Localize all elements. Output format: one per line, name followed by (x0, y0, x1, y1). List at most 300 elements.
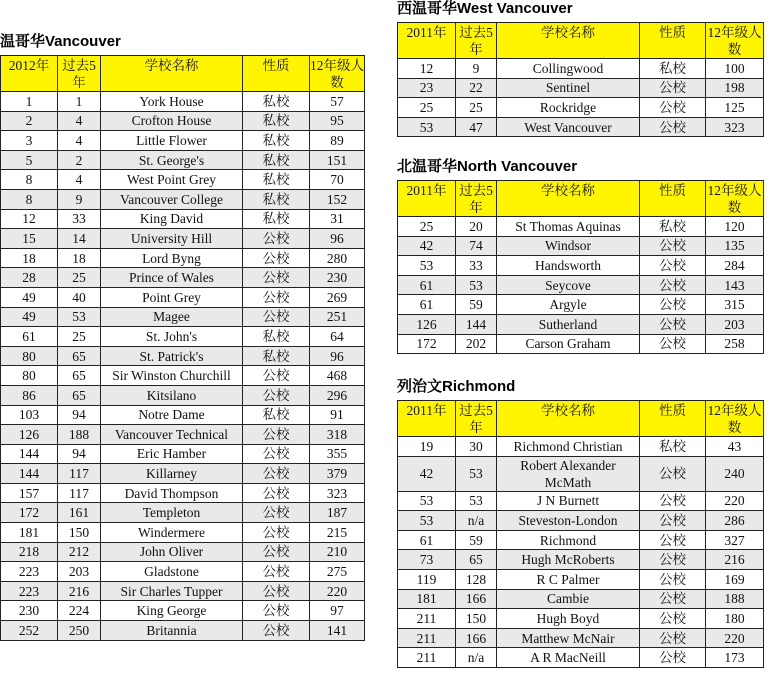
school-type-cell: 私校 (243, 209, 310, 229)
table-row (1, 581, 365, 601)
school-type-cell: 私校 (640, 437, 706, 457)
north-vancouver-title: 北温哥华North Vancouver (397, 158, 578, 175)
grade-12-count-cell: 152 (310, 189, 365, 209)
table-row (398, 569, 764, 589)
past-5-years-cell: 4 (58, 170, 101, 190)
table-row (398, 550, 764, 570)
school-type-cell: 私校 (243, 150, 310, 170)
rank-cell: 19 (398, 437, 456, 457)
past-5-years-cell: 4 (58, 111, 101, 131)
school-name-cell: Cambie (497, 589, 640, 609)
table-row (1, 503, 365, 523)
school-type-cell: 公校 (640, 334, 706, 354)
past-5-years-cell: 166 (456, 589, 497, 609)
grade-12-count-cell: 203 (706, 314, 764, 334)
table-row (1, 562, 365, 582)
grade-12-count-cell: 43 (706, 437, 764, 457)
school-name-cell: Richmond Christian (497, 437, 640, 457)
grade-12-count-cell: 100 (706, 59, 764, 79)
rank-cell: 49 (1, 307, 58, 327)
school-name-cell: Carson Graham (497, 334, 640, 354)
past-5-years-cell: 65 (58, 385, 101, 405)
rank-cell: 223 (1, 562, 58, 582)
rank-cell: 73 (398, 550, 456, 570)
grade-12-count-cell: 468 (310, 366, 365, 386)
past-5-years-cell: 65 (58, 346, 101, 366)
past-5-years-cell: 9 (456, 59, 497, 79)
table-row (1, 405, 365, 425)
past-5-years-cell: 4 (58, 131, 101, 151)
past-5-years-header: 过去5年 (456, 181, 497, 217)
school-name-cell: St Thomas Aquinas (497, 217, 640, 237)
rank-cell: 42 (398, 456, 456, 491)
school-type-cell: 公校 (640, 530, 706, 550)
rank-header: 2012年 (1, 56, 58, 92)
school-name-cell: Killarney (101, 464, 243, 484)
rank-cell: 230 (1, 601, 58, 621)
past-5-years-cell: 150 (58, 523, 101, 543)
table-row (398, 314, 764, 334)
school-type-cell: 公校 (243, 287, 310, 307)
table-row (398, 589, 764, 609)
rank-cell: 252 (1, 621, 58, 641)
table-row (398, 275, 764, 295)
past-5-years-cell: 59 (456, 295, 497, 315)
school-name-cell: Windermere (101, 523, 243, 543)
school-name-cell: A R MacNeill (497, 648, 640, 668)
school-name-cell: King George (101, 601, 243, 621)
grade-12-count-cell: 286 (706, 511, 764, 531)
rank-cell: 126 (1, 425, 58, 445)
grade-12-count-cell: 296 (310, 385, 365, 405)
rank-cell: 172 (1, 503, 58, 523)
table-row (1, 366, 365, 386)
rank-header: 2011年 (398, 401, 456, 437)
school-name-cell: Kitsilano (101, 385, 243, 405)
past-5-years-cell: n/a (456, 648, 497, 668)
school-type-cell: 公校 (640, 609, 706, 629)
rank-cell: 61 (398, 295, 456, 315)
school-type-cell: 私校 (243, 405, 310, 425)
rank-cell: 211 (398, 628, 456, 648)
rank-cell: 157 (1, 483, 58, 503)
past-5-years-cell: 2 (58, 150, 101, 170)
past-5-years-cell: 59 (456, 530, 497, 550)
past-5-years-cell: 161 (58, 503, 101, 523)
school-name-cell: Templeton (101, 503, 243, 523)
past-5-years-cell: 33 (456, 256, 497, 276)
past-5-years-cell: 212 (58, 542, 101, 562)
vancouver-section (0, 33, 365, 641)
table-row (1, 601, 365, 621)
past-5-years-cell: 202 (456, 334, 497, 354)
school-type-cell: 公校 (243, 425, 310, 445)
grade-12-count-cell: 31 (310, 209, 365, 229)
rank-cell: 61 (398, 275, 456, 295)
school-type-cell: 公校 (243, 366, 310, 386)
past-5-years-cell: n/a (456, 511, 497, 531)
table-row (1, 523, 365, 543)
school-type-cell: 公校 (640, 456, 706, 491)
west-vancouver-title: 西温哥华West Vancouver (397, 0, 573, 17)
rank-header: 2011年 (398, 181, 456, 217)
vancouver-table (0, 55, 365, 641)
school-type-cell: 公校 (243, 542, 310, 562)
school-name-cell: West Point Grey (101, 170, 243, 190)
grade-12-count-cell: 220 (706, 491, 764, 511)
school-name-cell: Sir Winston Churchill (101, 366, 243, 386)
table-row (1, 542, 365, 562)
school-name-cell: Vancouver College (101, 189, 243, 209)
school-type-cell: 私校 (243, 92, 310, 112)
rank-cell: 1 (1, 92, 58, 112)
past-5-years-cell: 33 (58, 209, 101, 229)
grade-12-count-cell: 275 (310, 562, 365, 582)
school-type-cell: 公校 (243, 444, 310, 464)
school-type-cell: 公校 (640, 295, 706, 315)
school-type-cell: 公校 (640, 648, 706, 668)
school-type-cell: 公校 (640, 256, 706, 276)
header-row (398, 181, 764, 217)
school-name-header: 学校名称 (497, 181, 640, 217)
school-name-cell: York House (101, 92, 243, 112)
school-type-cell: 私校 (640, 59, 706, 79)
grade-12-count-cell: 327 (706, 530, 764, 550)
school-name-cell: Matthew McNair (497, 628, 640, 648)
vancouver-title: 温哥华Vancouver (0, 33, 121, 50)
header-row (398, 23, 764, 59)
school-type-cell: 公校 (243, 464, 310, 484)
table-row (1, 385, 365, 405)
grade-12-count-header: 12年级人数 (706, 23, 764, 59)
school-type-cell: 私校 (243, 346, 310, 366)
table-row (398, 295, 764, 315)
richmond-title: 列治文Richmond (397, 378, 516, 395)
grade-12-count-cell: 97 (310, 601, 365, 621)
grade-12-count-cell: 187 (310, 503, 365, 523)
past-5-years-cell: 203 (58, 562, 101, 582)
school-name-cell: Vancouver Technical (101, 425, 243, 445)
table-row (398, 334, 764, 354)
rank-cell: 80 (1, 366, 58, 386)
past-5-years-cell: 25 (456, 98, 497, 118)
grade-12-count-cell: 143 (706, 275, 764, 295)
west-vancouver-section (397, 0, 764, 137)
school-type-cell: 公校 (243, 307, 310, 327)
table-row (1, 268, 365, 288)
table-row (1, 92, 365, 112)
school-name-cell: Little Flower (101, 131, 243, 151)
grade-12-count-cell: 95 (310, 111, 365, 131)
school-name-cell: Point Grey (101, 287, 243, 307)
school-name-cell: Prince of Wales (101, 268, 243, 288)
past-5-years-cell: 117 (58, 464, 101, 484)
past-5-years-cell: 65 (456, 550, 497, 570)
header-row (1, 56, 365, 92)
table-row (1, 346, 365, 366)
school-type-header: 性质 (640, 23, 706, 59)
table-row (398, 628, 764, 648)
past-5-years-cell: 30 (456, 437, 497, 457)
school-name-cell: Handsworth (497, 256, 640, 276)
past-5-years-cell: 20 (456, 217, 497, 237)
table-row (1, 327, 365, 347)
richmond-section (397, 378, 764, 668)
grade-12-count-cell: 120 (706, 217, 764, 237)
table-row (1, 229, 365, 249)
school-name-header: 学校名称 (497, 23, 640, 59)
rank-cell: 53 (398, 256, 456, 276)
school-type-cell: 公校 (243, 581, 310, 601)
table-row (398, 530, 764, 550)
school-name-cell: Richmond (497, 530, 640, 550)
rank-cell: 61 (398, 530, 456, 550)
school-name-cell: Windsor (497, 236, 640, 256)
school-name-cell: Crofton House (101, 111, 243, 131)
rank-cell: 49 (1, 287, 58, 307)
rank-cell: 15 (1, 229, 58, 249)
past-5-years-cell: 250 (58, 621, 101, 641)
grade-12-count-cell: 173 (706, 648, 764, 668)
grade-12-count-cell: 355 (310, 444, 365, 464)
grade-12-count-cell: 269 (310, 287, 365, 307)
past-5-years-cell: 117 (58, 483, 101, 503)
school-type-cell: 公校 (640, 78, 706, 98)
school-type-cell: 公校 (640, 628, 706, 648)
header-row (398, 401, 764, 437)
school-type-cell: 公校 (640, 511, 706, 531)
table-row (398, 236, 764, 256)
past-5-years-cell: 65 (58, 366, 101, 386)
school-name-cell: Sentinel (497, 78, 640, 98)
past-5-years-cell: 1 (58, 92, 101, 112)
north-vancouver-table (397, 180, 764, 354)
grade-12-count-cell: 96 (310, 229, 365, 249)
rank-cell: 42 (398, 236, 456, 256)
grade-12-count-cell: 215 (310, 523, 365, 543)
school-name-cell: Eric Hamber (101, 444, 243, 464)
past-5-years-cell: 224 (58, 601, 101, 621)
rank-cell: 211 (398, 648, 456, 668)
past-5-years-cell: 150 (456, 609, 497, 629)
richmond-table (397, 400, 764, 668)
school-type-header: 性质 (243, 56, 310, 92)
rank-cell: 86 (1, 385, 58, 405)
past-5-years-cell: 9 (58, 189, 101, 209)
grade-12-count-cell: 220 (706, 628, 764, 648)
school-name-cell: Sutherland (497, 314, 640, 334)
grade-12-count-cell: 57 (310, 92, 365, 112)
past-5-years-header: 过去5年 (456, 23, 497, 59)
grade-12-count-cell: 379 (310, 464, 365, 484)
grade-12-count-cell: 169 (706, 569, 764, 589)
rank-cell: 23 (398, 78, 456, 98)
school-type-header: 性质 (640, 181, 706, 217)
past-5-years-cell: 53 (456, 275, 497, 295)
rank-cell: 12 (1, 209, 58, 229)
school-type-cell: 公校 (640, 236, 706, 256)
past-5-years-header: 过去5年 (456, 401, 497, 437)
table-row (1, 307, 365, 327)
school-type-cell: 公校 (640, 98, 706, 118)
school-name-cell: R C Palmer (497, 569, 640, 589)
rank-cell: 3 (1, 131, 58, 151)
past-5-years-cell: 128 (456, 569, 497, 589)
table-row (1, 189, 365, 209)
school-name-cell: Gladstone (101, 562, 243, 582)
school-type-cell: 公校 (640, 314, 706, 334)
rank-cell: 181 (398, 589, 456, 609)
table-row (398, 256, 764, 276)
grade-12-count-cell: 210 (310, 542, 365, 562)
rank-cell: 181 (1, 523, 58, 543)
rank-cell: 144 (1, 444, 58, 464)
grade-12-count-cell: 323 (706, 117, 764, 137)
school-type-cell: 私校 (243, 131, 310, 151)
school-type-cell: 私校 (640, 217, 706, 237)
school-name-cell: Argyle (497, 295, 640, 315)
past-5-years-cell: 47 (456, 117, 497, 137)
grade-12-count-cell: 188 (706, 589, 764, 609)
table-row (398, 609, 764, 629)
rank-header: 2011年 (398, 23, 456, 59)
school-type-cell: 公校 (243, 385, 310, 405)
grade-12-count-cell: 318 (310, 425, 365, 445)
school-name-cell: Lord Byng (101, 248, 243, 268)
school-name-cell: King David (101, 209, 243, 229)
school-type-cell: 公校 (243, 268, 310, 288)
grade-12-count-cell: 151 (310, 150, 365, 170)
school-name-cell: University Hill (101, 229, 243, 249)
past-5-years-cell: 94 (58, 444, 101, 464)
past-5-years-cell: 94 (58, 405, 101, 425)
table-row (1, 287, 365, 307)
school-name-header: 学校名称 (101, 56, 243, 92)
table-row (398, 491, 764, 511)
west-vancouver-table (397, 22, 764, 137)
past-5-years-cell: 74 (456, 236, 497, 256)
table-row (1, 621, 365, 641)
school-name-cell: Rockridge (497, 98, 640, 118)
rank-cell: 223 (1, 581, 58, 601)
rank-cell: 218 (1, 542, 58, 562)
school-type-cell: 公校 (243, 562, 310, 582)
table-row (398, 648, 764, 668)
rank-cell: 172 (398, 334, 456, 354)
school-name-cell: St. George's (101, 150, 243, 170)
rank-cell: 119 (398, 569, 456, 589)
school-name-cell: Magee (101, 307, 243, 327)
school-type-cell: 公校 (640, 569, 706, 589)
table-row (1, 150, 365, 170)
table-row (1, 131, 365, 151)
rank-cell: 80 (1, 346, 58, 366)
grade-12-count-cell: 64 (310, 327, 365, 347)
school-type-cell: 私校 (243, 327, 310, 347)
table-row (398, 456, 764, 491)
school-type-header: 性质 (640, 401, 706, 437)
past-5-years-cell: 40 (58, 287, 101, 307)
school-type-cell: 公校 (243, 248, 310, 268)
rank-cell: 8 (1, 170, 58, 190)
grade-12-count-cell: 135 (706, 236, 764, 256)
grade-12-count-cell: 240 (706, 456, 764, 491)
grade-12-count-cell: 89 (310, 131, 365, 151)
school-type-cell: 公校 (243, 503, 310, 523)
school-name-cell: Hugh Boyd (497, 609, 640, 629)
school-type-cell: 公校 (243, 483, 310, 503)
past-5-years-cell: 166 (456, 628, 497, 648)
past-5-years-cell: 188 (58, 425, 101, 445)
grade-12-count-cell: 141 (310, 621, 365, 641)
school-name-cell: Sir Charles Tupper (101, 581, 243, 601)
grade-12-count-cell: 323 (310, 483, 365, 503)
past-5-years-cell: 53 (58, 307, 101, 327)
grade-12-count-cell: 284 (706, 256, 764, 276)
grade-12-count-cell: 180 (706, 609, 764, 629)
school-name-cell: Britannia (101, 621, 243, 641)
table-row (1, 425, 365, 445)
past-5-years-cell: 53 (456, 456, 497, 491)
past-5-years-cell: 25 (58, 327, 101, 347)
school-name-header: 学校名称 (497, 401, 640, 437)
school-type-cell: 公校 (640, 275, 706, 295)
school-type-cell: 私校 (243, 170, 310, 190)
rank-cell: 12 (398, 59, 456, 79)
rank-cell: 103 (1, 405, 58, 425)
past-5-years-cell: 144 (456, 314, 497, 334)
past-5-years-cell: 22 (456, 78, 497, 98)
table-row (1, 170, 365, 190)
grade-12-count-cell: 315 (706, 295, 764, 315)
table-row (398, 217, 764, 237)
table-row (398, 98, 764, 118)
school-name-cell: Hugh McRoberts (497, 550, 640, 570)
school-type-cell: 公校 (640, 117, 706, 137)
rank-cell: 53 (398, 117, 456, 137)
rank-cell: 2 (1, 111, 58, 131)
grade-12-count-cell: 280 (310, 248, 365, 268)
grade-12-count-cell: 91 (310, 405, 365, 425)
school-type-cell: 公校 (640, 550, 706, 570)
school-type-cell: 公校 (243, 229, 310, 249)
grade-12-count-cell: 230 (310, 268, 365, 288)
school-type-cell: 私校 (243, 111, 310, 131)
rank-cell: 25 (398, 217, 456, 237)
past-5-years-cell: 216 (58, 581, 101, 601)
grade-12-count-header: 12年级人数 (706, 401, 764, 437)
grade-12-count-cell: 216 (706, 550, 764, 570)
past-5-years-cell: 18 (58, 248, 101, 268)
grade-12-count-cell: 251 (310, 307, 365, 327)
school-type-cell: 私校 (243, 189, 310, 209)
school-type-cell: 公校 (243, 621, 310, 641)
rank-cell: 126 (398, 314, 456, 334)
rank-cell: 211 (398, 609, 456, 629)
grade-12-count-cell: 220 (310, 581, 365, 601)
table-row (398, 59, 764, 79)
school-name-cell: Robert Alexander McMath (497, 456, 640, 491)
school-type-cell: 公校 (640, 491, 706, 511)
school-name-cell: Collingwood (497, 59, 640, 79)
grade-12-count-cell: 125 (706, 98, 764, 118)
north-vancouver-section (397, 158, 764, 354)
rank-cell: 8 (1, 189, 58, 209)
past-5-years-header: 过去5年 (58, 56, 101, 92)
grade-12-count-cell: 96 (310, 346, 365, 366)
past-5-years-cell: 14 (58, 229, 101, 249)
rank-cell: 18 (1, 248, 58, 268)
